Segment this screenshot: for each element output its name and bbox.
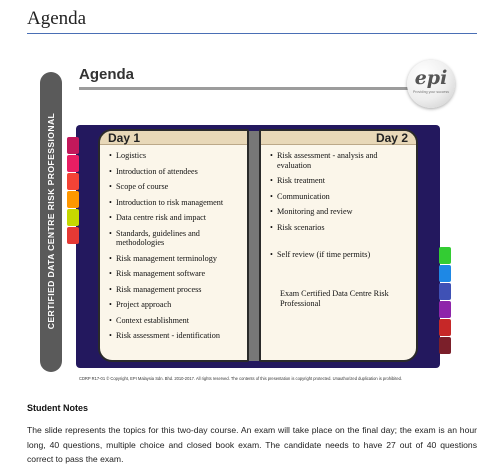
- list-item: • Introduction of attendees: [109, 167, 243, 177]
- list-item: • Introduction to risk management: [109, 198, 243, 208]
- list-item: • Project approach: [109, 300, 243, 310]
- epi-logo: [407, 60, 455, 108]
- side-banner-label: CERTIFIED DATA CENTRE RISK PROFESSIONAL: [46, 112, 56, 330]
- binder: [76, 125, 440, 368]
- binder-spine: [249, 131, 259, 361]
- page-heading: Agenda: [27, 8, 87, 29]
- list-item: • Risk management software: [109, 269, 243, 279]
- list-item: • Risk assessment - identification: [109, 331, 243, 341]
- binder-tab-right: [439, 265, 451, 282]
- slide-title: Agenda: [79, 66, 135, 83]
- day2-page: [259, 129, 418, 362]
- list-item: • Risk management process: [109, 285, 243, 295]
- student-notes-heading: Student Notes: [27, 403, 89, 413]
- binder-tab-left: [67, 155, 79, 172]
- list-item: • Risk management terminology: [109, 254, 243, 264]
- binder-tab-left: [67, 173, 79, 190]
- day1-topic-list: [109, 151, 243, 347]
- list-item: • Risk assessment - analysis and evaluation: [270, 151, 412, 170]
- list-item: • Self review (if time permits): [270, 250, 412, 260]
- binder-tab-left: [67, 209, 79, 226]
- day2-label: Day 2: [261, 131, 416, 145]
- heading-divider: [27, 33, 477, 34]
- day1-label: Day 1: [100, 131, 247, 145]
- list-item: • Risk scenarios: [270, 223, 412, 233]
- exam-note: Exam Certified Data Centre Risk Professional: [280, 289, 389, 308]
- day1-page: [98, 129, 249, 362]
- binder-tab-right: [439, 301, 451, 318]
- binder-tab-left: [67, 191, 79, 208]
- binder-tab-right: [439, 247, 451, 264]
- list-item: • Standards, guidelines and methodologies: [109, 229, 243, 248]
- agenda-slide: [33, 50, 475, 393]
- slide-title-underline: [79, 87, 409, 90]
- binder-tab-left: [67, 227, 79, 244]
- list-item: • Risk treatment: [270, 176, 412, 186]
- binder-tab-right: [439, 337, 451, 354]
- logo-text: epi: [414, 67, 448, 89]
- list-item: • Scope of course: [109, 182, 243, 192]
- list-item: • Monitoring and review: [270, 207, 412, 217]
- student-notes-body: The slide represents the topics for this two-day course. An exam will take place on the final day; the exam is an hour long, 40 questions, multiple choice and closed book exam. The candidate needs to have 27 out of 40 questions correct to pass the exam.: [27, 425, 477, 464]
- binder-tab-left: [67, 137, 79, 154]
- binder-tab-right: [439, 319, 451, 336]
- list-item: • Context establishment: [109, 316, 243, 326]
- list-item: • Data centre risk and impact: [109, 213, 243, 223]
- list-item: • Logistics: [109, 151, 243, 161]
- logo-tagline: Providing your success: [413, 90, 449, 94]
- copyright-notice: CDRP R17-01 © Copyright, EPI Malaysia Sdn. Bhd. 2010-2017. All rights reserved. The contents of this presentation is copyright protected. Unauthorized duplication is prohibited.: [79, 376, 403, 381]
- day2-topic-list: [270, 151, 412, 266]
- binder-tab-right: [439, 283, 451, 300]
- list-item: • Communication: [270, 192, 412, 202]
